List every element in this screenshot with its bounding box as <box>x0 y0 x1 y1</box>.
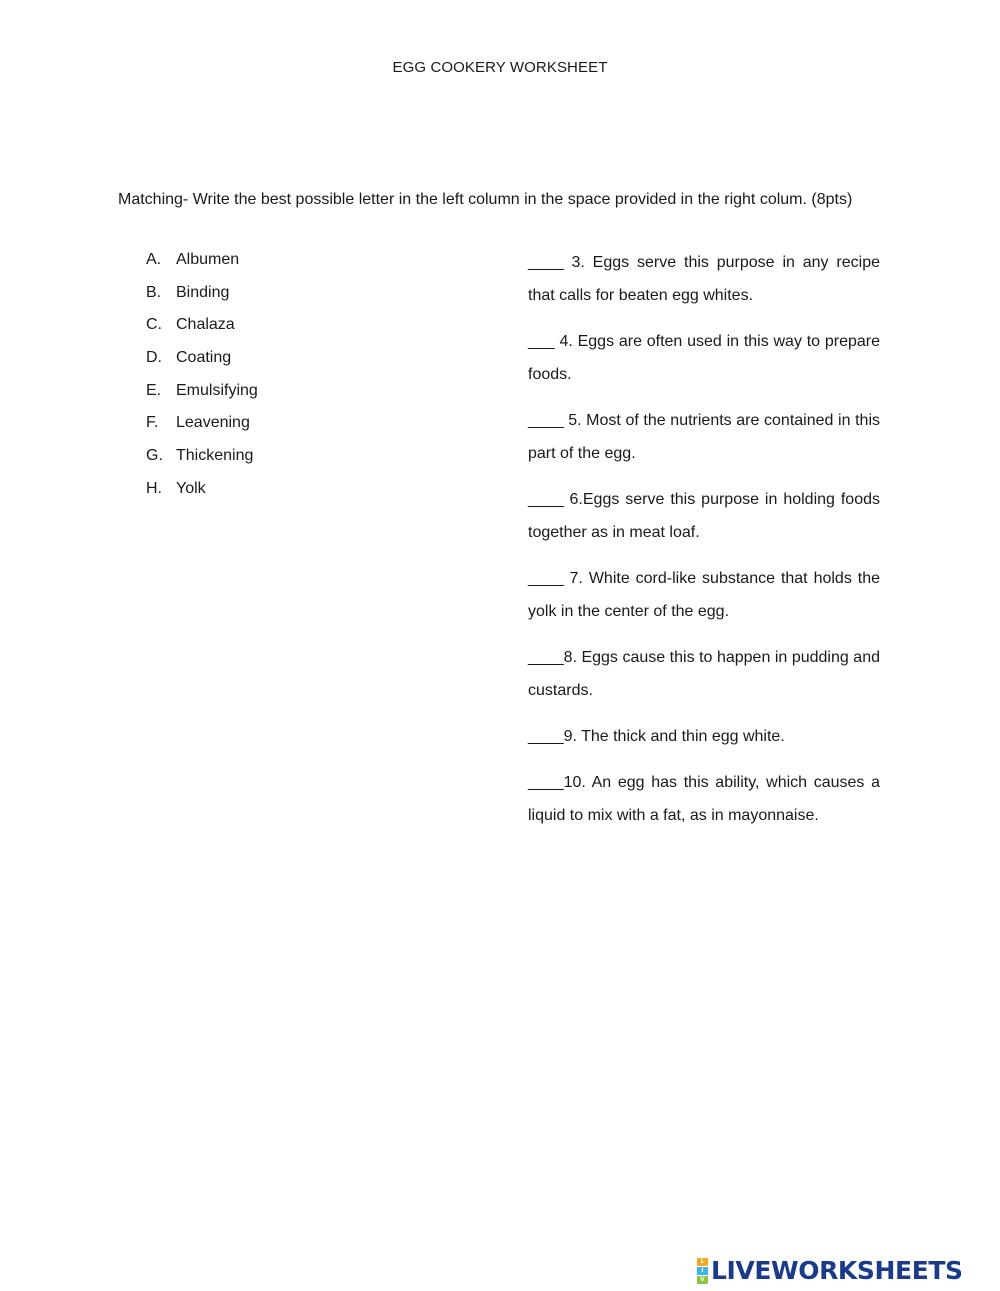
option-letter: B. <box>146 283 162 301</box>
option-letter: F. <box>146 414 159 432</box>
option-item <box>146 442 258 475</box>
option-item <box>146 311 258 344</box>
option-text: Leavening <box>176 414 250 432</box>
option-text: Yolk <box>176 479 206 497</box>
option-letter: E. <box>146 381 162 399</box>
logo-icon <box>697 1258 708 1284</box>
answer-options-list <box>146 246 258 508</box>
option-letter: A. <box>146 251 162 268</box>
question-5[interactable]: ____ 5. Most of the nutrients are contained in this part of the egg. <box>528 412 880 462</box>
option-item <box>146 279 258 312</box>
option-text: Albumen <box>176 251 240 268</box>
question-4[interactable]: ___ 4. Eggs are often used in this way to prepare foods. <box>528 333 880 383</box>
option-text: Coating <box>176 349 232 367</box>
logo-block-l: L <box>697 1258 708 1266</box>
option-text: Chalaza <box>176 316 235 334</box>
question-6[interactable]: ____ 6.Eggs serve this purpose in holding foods together as in meat loaf. <box>528 491 880 541</box>
logo-block-v: V <box>697 1276 708 1284</box>
question-3[interactable]: ____ 3. Eggs serve this purpose in any recipe that calls for beaten egg whites. <box>528 254 880 304</box>
option-text: Binding <box>176 283 230 301</box>
question-8[interactable]: ____8. Eggs cause this to happen in pudding and custards. <box>528 649 880 699</box>
option-letter: D. <box>146 349 162 367</box>
logo-block-i: I <box>697 1267 708 1275</box>
liveworksheets-logo <box>697 1257 963 1285</box>
questions-column <box>528 246 880 845</box>
question-9[interactable]: ____9. The thick and thin egg white. <box>528 728 785 745</box>
option-item <box>146 377 258 410</box>
instructions-text: Matching- Write the best possible letter in the left column in the space provided in the right colum. (8pts) <box>118 191 853 208</box>
logo-wordmark: LIVEWORKSHEETS <box>711 1256 963 1285</box>
option-letter: C. <box>146 316 162 334</box>
option-text: Emulsifying <box>176 381 258 399</box>
option-item <box>146 475 258 508</box>
question-7[interactable]: ____ 7. White cord-like substance that holds the yolk in the center of the egg. <box>528 570 880 620</box>
option-text: Thickening <box>176 447 254 465</box>
question-10[interactable]: ____10. An egg has this ability, which causes a liquid to mix with a fat, as in mayonnaise. <box>528 774 880 824</box>
option-item <box>146 344 258 377</box>
option-letter: G. <box>146 447 163 465</box>
option-item <box>146 246 258 279</box>
option-letter: H. <box>146 479 162 497</box>
option-item <box>146 409 258 442</box>
worksheet-title: EGG COOKERY WORKSHEET <box>392 59 608 76</box>
